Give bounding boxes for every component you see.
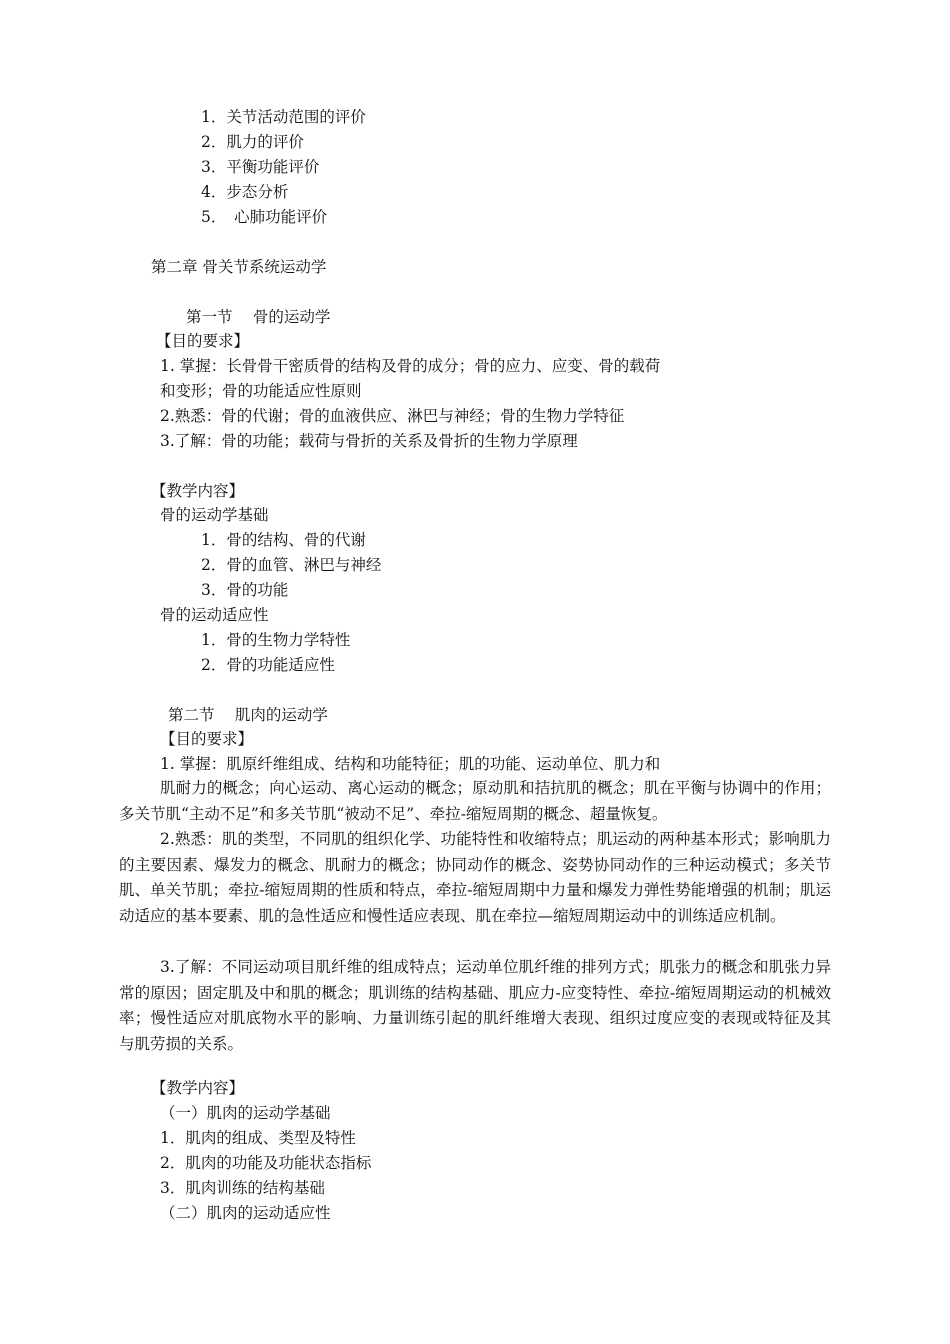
requirement-item-continued: 和变形；骨的功能适应性原则 [160, 382, 362, 400]
chapter-title: 第二章 骨关节系统运动学 [151, 258, 327, 276]
content-heading: 【教学内容】 [151, 1079, 245, 1097]
content-part-title: （一）肌肉的运动学基础 [160, 1104, 331, 1122]
list-item: 3．骨的功能 [201, 581, 289, 599]
list-item: 1．骨的生物力学特性 [201, 631, 351, 649]
list-item: 3．平衡功能评价 [201, 158, 320, 176]
requirement-item: 2.熟悉：肌的类型，不同肌的组织化学、功能特性和收缩特点；肌运动的两种基本形式；影响肌力的主要因素、爆发力的概念、肌耐力的概念；协同动作的概念、姿势协同动作的三种运动模式；多关节肌、单关节肌；牵拉-缩短周期的性质和特点，牵拉-缩短周期中力量和爆发力弹性势能增强的机制；肌运动适应的基本要素、肌的急性适应和慢性适应表现、肌在牵拉—缩短周期运动中的训练适应机制。 [119, 830, 831, 926]
content-group-title: 骨的运动适应性 [160, 606, 269, 624]
requirement-item: 1. 掌握：长骨骨干密质骨的结构及骨的成分；骨的应力、应变、骨的载荷 [160, 357, 661, 375]
list-item: 3．肌肉训练的结构基础 [160, 1179, 325, 1197]
list-item: 2．肌力的评价 [201, 133, 304, 151]
requirements-heading: 【目的要求】 [156, 332, 250, 350]
requirement-item: 3.了解：骨的功能；载荷与骨折的关系及骨折的生物力学原理 [160, 432, 578, 450]
section-title: 第一节 骨的运动学 [186, 308, 331, 326]
requirement-item-continued: 肌耐力的概念；向心运动、离心运动的概念；原动肌和拮抗肌的概念；肌在平衡与协调中的作用；多关节肌“主动不足”和多关节肌“被动不足”、牵拉-缩短周期的概念、超量恢复。 [119, 779, 831, 823]
requirement-item: 3.了解：不同运动项目肌纤维的组成特点；运动单位肌纤维的排列方式；肌张力的概念和肌张力异常的原因；固定肌及中和肌的概念；肌训练的结构基础、肌应力-应变特性、牵拉-缩短周期运动的机械效率；慢性适应对肌底物水平的影响、力量训练引起的肌纤维增大表现、组织过度应变的表现或特征及其与肌劳损的关系。 [119, 958, 831, 1054]
requirements-heading: 【目的要求】 [160, 730, 254, 748]
list-item: 4．步态分析 [201, 183, 289, 201]
requirement-item: 1. 掌握：肌原纤维组成、结构和功能特征；肌的功能、运动单位、肌力和 [160, 755, 661, 773]
list-item: 5． 心肺功能评价 [201, 208, 328, 226]
list-item: 1．肌肉的组成、类型及特性 [160, 1129, 356, 1147]
section-title: 第二节 肌肉的运动学 [168, 706, 328, 724]
list-item: 1．骨的结构、骨的代谢 [201, 531, 366, 549]
list-item: 2．肌肉的功能及功能状态指标 [160, 1154, 372, 1172]
content-part-title: （二）肌肉的运动适应性 [160, 1204, 331, 1222]
list-item: 2．骨的血管、淋巴与神经 [201, 556, 382, 574]
list-item: 1．关节活动范围的评价 [201, 108, 366, 126]
list-item: 2．骨的功能适应性 [201, 656, 335, 674]
content-group-title: 骨的运动学基础 [160, 506, 269, 524]
content-heading: 【教学内容】 [151, 482, 245, 500]
requirement-item: 2.熟悉：骨的代谢；骨的血液供应、淋巴与神经；骨的生物力学特征 [160, 407, 625, 425]
